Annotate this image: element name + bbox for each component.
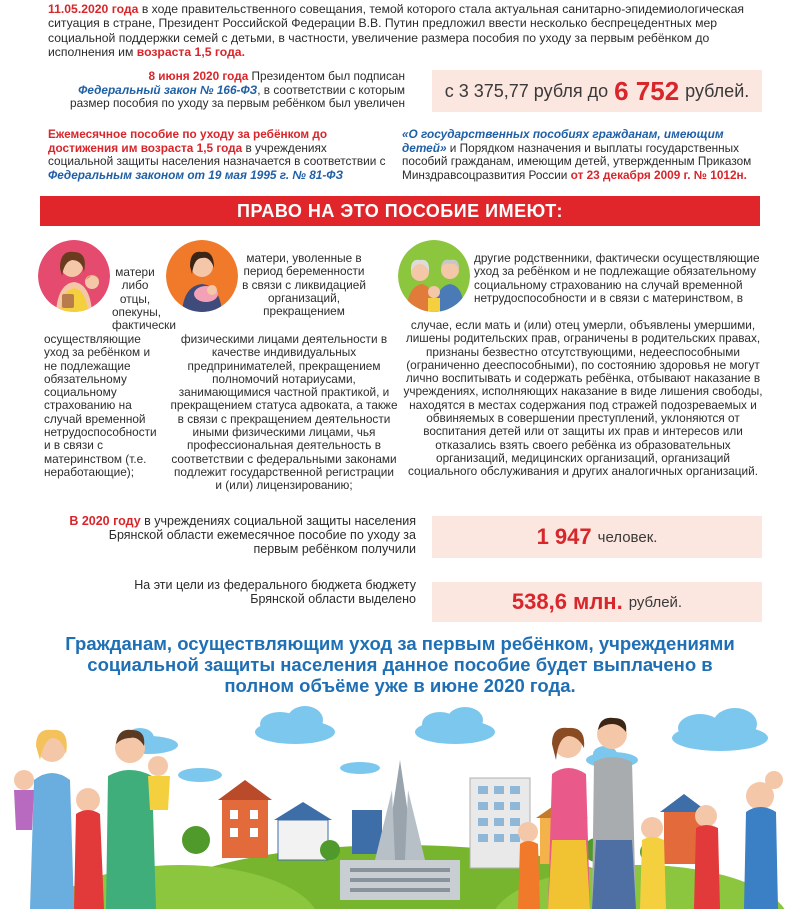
col1-a: матери либо отцы, опекуны, фактически	[112, 265, 176, 333]
col2-text-b	[170, 333, 398, 493]
order-text: и Порядком назначения и выплаты государственных пособий гражданам, имеющим детей, утвержденным Приказом Минздравсоцразвития России	[402, 140, 752, 182]
budget-box	[432, 582, 762, 622]
col3-a: другие родственники, фактически осуществляющие уход за ребёнком и не подлежащие обязательному социальному страхованию на случай временной нетрудоспособности и в связи с материнством, в	[474, 251, 760, 305]
budget-value: 538,6 млн.	[511, 589, 623, 614]
law-text1: Президентом был подписан	[248, 69, 405, 83]
monthly-paragraph	[48, 128, 388, 182]
section-title: ПРАВО НА ЭТО ПОСОБИЕ ИМЕЮТ:	[40, 196, 760, 226]
stats-paragraph	[62, 514, 416, 556]
col2-a: матери, уволенные в период беременности в связи с ликвидацией организаций, прекращением	[242, 251, 366, 319]
intro-date: 11.05.2020 года	[48, 2, 139, 16]
mother-with-baby-icon	[166, 240, 238, 312]
budget-unit: рублей.	[628, 593, 683, 611]
col3-text-a	[474, 252, 762, 305]
col1-text-b	[44, 333, 160, 479]
cloud-icon	[118, 706, 768, 782]
stats-year: В 2020 году	[69, 514, 141, 528]
monthly-lead: Ежемесячное пособие по уходу за ребёнком до достижения им возраста 1,5 года	[48, 127, 328, 155]
law-date: 8 июня 2020 года	[148, 69, 249, 83]
increase-amount: 6 752	[614, 75, 680, 106]
stats-text: в учреждениях социальной защиты населения Брянской области ежемесячное пособие по уходу за первым ребёнком получили	[108, 514, 416, 556]
count-box	[432, 516, 762, 558]
budget-text: На эти цели из федерального бюджета бюджету Брянской области выделено	[134, 578, 416, 606]
col3-b: случае, если мать и (или) отец умерли, объявлены умершими, лишены родительских прав, ограничены в родительских правах, признаны безвестно отсутствующими, недееспособными (ограниченно дееспособными), по состоянию здоровья не могут лично воспитывать и содержать ребёнка, отбывают наказание в учреждениях, исполняющих наказание в виде лишения свободы, находятся в местах содержания под стражей подозреваемых и обвиняемых в совершении преступлений, уклоняются от воспитания детей или от защиты их прав и интересов или отказались взять своего ребёнка из образовательных организаций, медицинских организаций, организаций социального обслуживания и других аналогичных организаций.	[403, 318, 763, 479]
col3-text-b	[402, 319, 764, 479]
intro-paragraph	[48, 2, 748, 60]
law-paragraph	[70, 70, 405, 111]
increase-suffix: рублей.	[685, 80, 750, 101]
family-left	[14, 730, 170, 909]
count-unit: человек.	[597, 528, 658, 546]
order-law: «О государственных пособиях гражданам, имеющим детей»	[402, 127, 724, 155]
col2-text-a	[240, 252, 368, 318]
increase-prefix: с 3 375,77 рубля до	[444, 80, 609, 101]
monthly-text: в учреждениях социальной защиты населения назначается в соответствии с	[48, 140, 386, 169]
order-paragraph	[402, 128, 762, 182]
final-message: Гражданам, осуществляющим уход за первым ребёнком, учреждениями социальной защиты населения данное пособие будет выплачено в полном объёме уже в июне 2020 года.	[65, 633, 735, 696]
col2-b: физическими лицами деятельности в качестве индивидуальных предпринимателей, прекращением полномочий нотариусами, занимающимися частной практикой, и прекращением статуса адвоката, а также в связи с прекращением деятельности иными физическими лицами, чья профессиональная деятельность в соответствии с федеральными законами подлежит государственной регистрации и (или) лицензированию;	[170, 332, 398, 493]
budget-paragraph	[90, 578, 416, 606]
law-name: Федеральный закон № 166-ФЗ	[78, 82, 258, 97]
grandparents-icon	[398, 240, 470, 312]
intro-age: возраста 1,5 года.	[136, 45, 245, 60]
family-city-illustration	[0, 700, 800, 909]
count-value: 1 947	[536, 524, 592, 549]
mother-with-children-icon	[38, 240, 110, 312]
increase-box	[432, 70, 762, 112]
col1-text-a	[112, 265, 176, 333]
monthly-law: Федеральным законом от 19 мая 1995 г. № 81-ФЗ	[48, 167, 344, 182]
col1-b: осуществляющие уход за ребёнком и не подлежащие обязательному социальному страхованию на случай временной нетрудоспособности и в связи с материнством (т.е. неработающие);	[44, 332, 157, 479]
order-date: от 23 декабря 2009 г. № 1012н.	[570, 167, 747, 182]
law-text2: , в соответствии с которым размер пособия по уходу за первым ребёнком был увеличен	[70, 82, 405, 111]
intro-text: в ходе правительственного совещания, темой которого стала актуальная санитарно-эпидемиологическая ситуация в стране, Президент Российской Федерации В.В. Путин предложил ввести несколько беспрецедентных мер социальной поддержки семей с детьми, в частности, увеличение размера пособия по уходу за первым ребёнком до исполнения им	[48, 2, 744, 60]
